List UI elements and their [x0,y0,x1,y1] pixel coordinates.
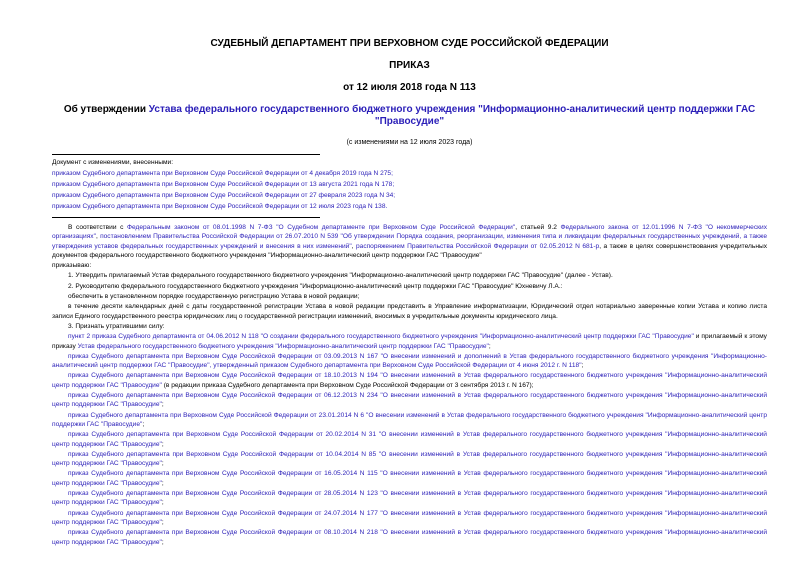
text-run: ; [161,460,164,468]
text-run: ; [161,518,164,526]
date-number-heading: от 12 июля 2018 года N 113 [343,82,476,93]
text-run: , [351,242,356,250]
repeal-paragraph [52,528,767,547]
text-run: ; [161,479,164,487]
repeal-paragraph [52,411,767,430]
item-paragraph: 3. Признать утратившими силу: [68,322,165,330]
text-run: , а также в целях совершенствования учредительных документов федерального государственного бюджетного учреждения "Информационно-аналитический центр поддержки ГАС "Правосудие" [52,242,767,259]
repeal-paragraph [52,332,767,351]
title-link[interactable]: Устава федерального государственного бюджетного учреждения "Информационно-аналитический центр поддержки ГАС "Правосудие" [148,104,756,127]
order-link[interactable]: приказ Судебного департамента при Верховном Суде Российской Федерации от 10.04.2014 N 85 "О внесении изменений в Устав федерального государственного бюджетного учреждения "Информационно-аналитический центр поддержки ГАС "Правосудие" [52,450,767,468]
text-run: ; [161,538,164,546]
document-body [52,223,767,547]
text-run: В соответствии с [68,224,127,231]
order-link[interactable]: приказ Судебного департамента при Верховном Суде Российской Федерации от 08.10.2014 N 218 "О внесении изменений в Устав федерального государственного бюджетного учреждения "Информационно-аналитический центр поддержки ГАС "Правосудие" [52,529,767,546]
text-run: (в редакции приказа Судебного департамента при Верховном Суде Российской Федерации от 3 сентября 2013 г. N 167); [161,381,534,389]
order-link[interactable]: приказ Судебного департамента при Верховном Суде Российской Федерации от 06.12.2013 N 234 "О внесении изменений в Устав федерального государственного бюджетного учреждения "Информационно-аналитический центр поддержки ГАС "Правосудие" [52,392,767,409]
order-link[interactable]: приказ Судебного департамента при Верховном Суде Российской Федерации от 28.05.2014 N 123 "О внесении изменений в Устав федерального государственного бюджетного учреждения "Информационно-аналитический центр поддержки ГАС "Правосудие" [52,490,767,507]
order-link[interactable]: приказ Судебного департамента при Верховном Суде Российской Федерации от 23.01.2014 N 6 "О внесении изменений в Устав федерального государственного бюджетного учреждения "Информационно-аналитический центр поддержки ГАС "Правосудие" [52,411,767,428]
changes-bottom-divider [52,217,320,218]
repeal-paragraph [52,450,767,469]
text-run: ; [142,420,145,428]
change-link[interactable]: приказом Судебного департамента при Верховном Суде Российской Федерации от 13 августа 2021 года N 178; [52,181,395,188]
order-link[interactable]: приказ Судебного департамента при Верховном Суде Российской Федерации от 16.05.2014 N 115 "О внесении изменений в Устав федерального государственного бюджетного учреждения "Информационно-аналитический центр поддержки ГАС "Правосудие" [52,470,767,487]
text-run: ; [488,342,491,350]
law-link[interactable]: Федерального закона от 12.01.1996 N 7-ФЗ "О некоммерческих организациях" [52,224,767,241]
change-link[interactable]: приказом Судебного департамента при Верховном Суде Российской Федерации от 27 февраля 2023 года N 34; [52,192,396,199]
text-run: ; [581,362,584,370]
text-run: и прилагаемый к этому приказу [52,333,767,350]
change-link[interactable]: приказом Судебного департамента при Верховном Суде Российской Федерации от 12 июля 2023 года N 138. [52,203,388,210]
order-word: приказываю: [52,262,92,270]
text-run: , [95,233,101,241]
law-link[interactable]: распоряжением Правительства Российской Федерации от 02.05.2012 N 681-р [355,242,600,250]
changes-block [52,157,767,212]
law-link[interactable]: Федеральным законом от 08.01.1998 N 7-ФЗ "О Судебном департаменте при Верховном Суде Российской Федерации" [126,224,516,231]
item-paragraph: 2. Руководителю федерального государственного бюджетного учреждения "Информационно-аналитический центр поддержки ГАС "Правосудие" Юхневичу Л.А.: [68,282,563,290]
department-heading: СУДЕБНЫЙ ДЕПАРТАМЕНТ ПРИ ВЕРХОВНОМ СУДЕ РОССИЙСКОЙ ФЕДЕРАЦИИ [210,38,609,49]
order-link[interactable]: приказ Судебного департамента при Верховном Суде Российской Федерации от 18.10.2013 N 194 "О внесении изменений в Устав федерального государственного бюджетного учреждения "Информационно-аналитический центр поддержки ГАС "Правосудие" [52,372,767,389]
repeal-paragraph [52,509,767,528]
change-link[interactable]: приказом Судебного департамента при Верховном Суде Российской Федерации от 4 декабря 2019 года N 275; [52,170,393,177]
item-paragraph: в течение десяти календарных дней с даты государственной регистрации Устава в новой редакции представить в Управление информатизации, Юридический отдел нотариально заверенные копии Устава и копию листа записи Единого государственного реестра юридических лиц о государственной регистрации изменений, вносимых в учредительные документы юридического лица. [52,303,767,320]
repeal-paragraph [52,489,767,508]
revision-note: (с изменениями на 12 июля 2023 года) [346,139,473,146]
repeal-paragraph [52,352,767,371]
text-run: ; [161,440,164,448]
item-paragraph: обеспечить в установленном порядке государственную регистрацию Устава в новой редакции; [68,293,360,301]
repeal-paragraph [52,371,767,390]
law-link[interactable]: постановлением Правительства Российской Федерации от 26.07.2010 N 539 "Об утверждении Порядка создания, реорганизации, изменения типа и ликвидации федеральных государственных учреждений, а также утверждения уставов федеральных государственных учреждений и внесения в них изменений" [52,233,767,250]
item-paragraph: 1. Утвердить прилагаемый Устав федерального государственного бюджетного учреждения "Информационно-аналитический центр поддержки ГАС "Правосудие" (далее - Устав). [68,272,613,280]
order-link[interactable]: приказ Судебного департамента при Верховном Суде Российской Федерации от 03.09.2013 N 167 "О внесении изменений и дополнений в Устав федерального государственного бюджетного учреждения "Информационно-аналитический центр поддержки ГАС "Правосудие", утвержденный приказом Судебного департамента при Верховном Суде Российской Федерации от 4 июня 2012 г. N 118" [52,352,767,370]
order-link[interactable]: пункт 2 приказа Судебного департамента от 04.06.2012 N 118 "О создании федерального государственного бюджетного учреждения "Информационно-аналитический центр поддержки ГАС "Правосудие" [68,333,694,341]
title-prefix: Об утверждении [63,104,149,115]
repeal-paragraph [52,391,767,410]
order-link[interactable]: Устав федерального государственного бюджетного учреждения "Информационно-аналитический центр поддержки ГАС "Правосудие" [77,342,489,350]
repeal-paragraph [52,469,767,488]
order-link[interactable]: приказ Судебного департамента при Верховном Суде Российской Федерации от 20.02.2014 N 31 "О внесении изменений в Устав федерального государственного бюджетного учреждения "Информационно-аналитический центр поддержки ГАС "Правосудие" [52,431,767,448]
changes-top-divider [52,154,320,155]
preamble-paragraph [52,223,767,260]
text-run: ; [161,401,164,409]
changes-intro: Документ с изменениями, внесенными: [52,159,174,166]
repeal-paragraph [52,430,767,449]
text-run: ; [161,499,164,507]
document-title [52,104,767,128]
order-link[interactable]: приказ Судебного департамента при Верховном Суде Российской Федерации от 24.07.2014 N 177 "О внесении изменений в Устав федерального государственного бюджетного учреждения "Информационно-аналитический центр поддержки ГАС "Правосудие" [52,509,767,526]
doc-type-heading: ПРИКАЗ [389,60,430,71]
text-run: , статьей 9.2 [515,224,561,231]
